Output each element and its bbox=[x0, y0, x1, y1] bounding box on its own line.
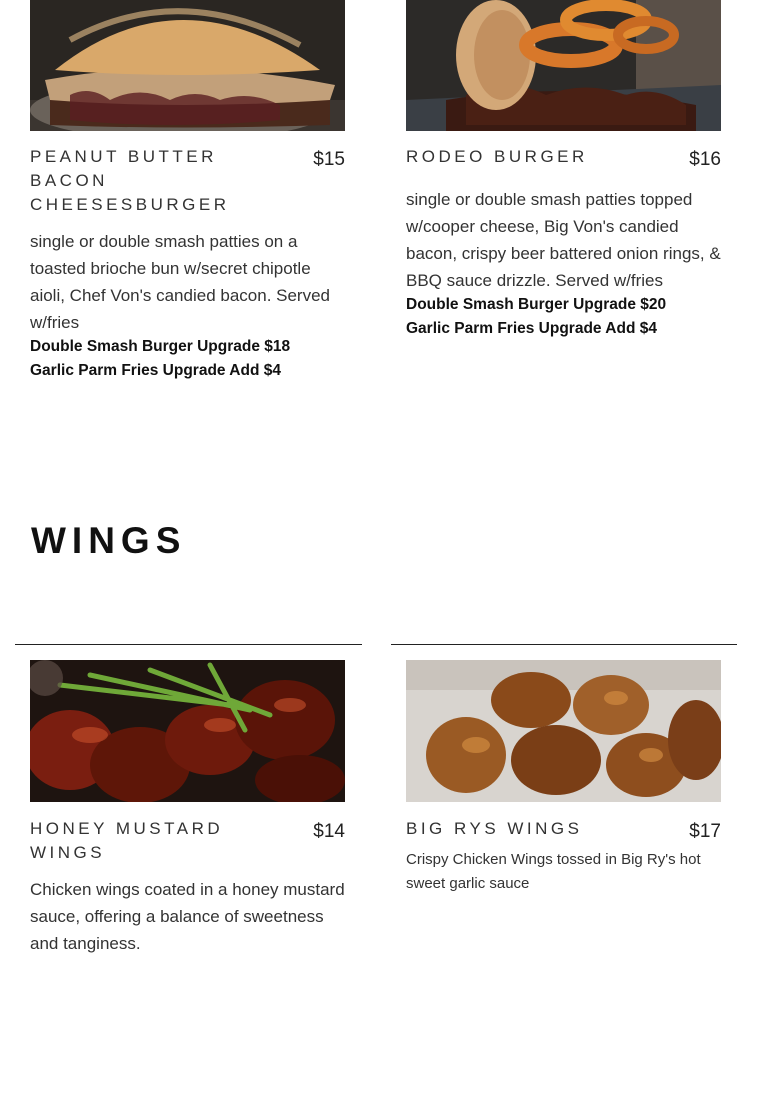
burger-photo bbox=[406, 0, 721, 131]
menu-item-price: $14 bbox=[313, 821, 345, 842]
divider bbox=[391, 644, 737, 645]
section-title: WINGS bbox=[31, 520, 187, 561]
menu-item-name: RODEO BURGER bbox=[406, 147, 588, 166]
burger-photo bbox=[30, 0, 345, 131]
menu-item-upgrade: Double Smash Burger Upgrade $20 bbox=[406, 296, 667, 313]
menu-item-upgrade: Garlic Parm Fries Upgrade Add $4 bbox=[406, 320, 657, 337]
menu-item-price: $16 bbox=[689, 149, 721, 170]
menu-item-description: single or double smash patties on a toasted brioche bun w/secret chipotle aioli, Chef Von's candied bacon. Served w/fries bbox=[30, 232, 330, 332]
menu-item-price: $15 bbox=[313, 149, 345, 170]
menu-item-name: BIG RYS WINGS bbox=[406, 819, 583, 838]
menu-item-description: Crispy Chicken Wings tossed in Big Ry's hot sweet garlic sauce bbox=[406, 851, 701, 892]
menu-item-name: HONEY MUSTARD WINGS bbox=[30, 819, 224, 862]
menu-item-name: PEANUT BUTTER BACON CHEESESBURGER bbox=[30, 147, 230, 214]
wings-photo bbox=[406, 660, 721, 802]
menu-item-upgrade: Double Smash Burger Upgrade $18 bbox=[30, 338, 291, 355]
menu-item-upgrade: Garlic Parm Fries Upgrade Add $4 bbox=[30, 362, 281, 379]
wings-photo bbox=[30, 660, 345, 802]
menu-item-price: $17 bbox=[689, 821, 721, 842]
menu-item-description: Chicken wings coated in a honey mustard sauce, offering a balance of sweetness and tanginess. bbox=[30, 880, 345, 953]
divider bbox=[15, 644, 362, 645]
menu-item-description: single or double smash patties topped w/cooper cheese, Big Von's candied bacon, crispy beer battered onion rings, & BBQ sauce drizzle. Served w/fries bbox=[406, 190, 721, 290]
